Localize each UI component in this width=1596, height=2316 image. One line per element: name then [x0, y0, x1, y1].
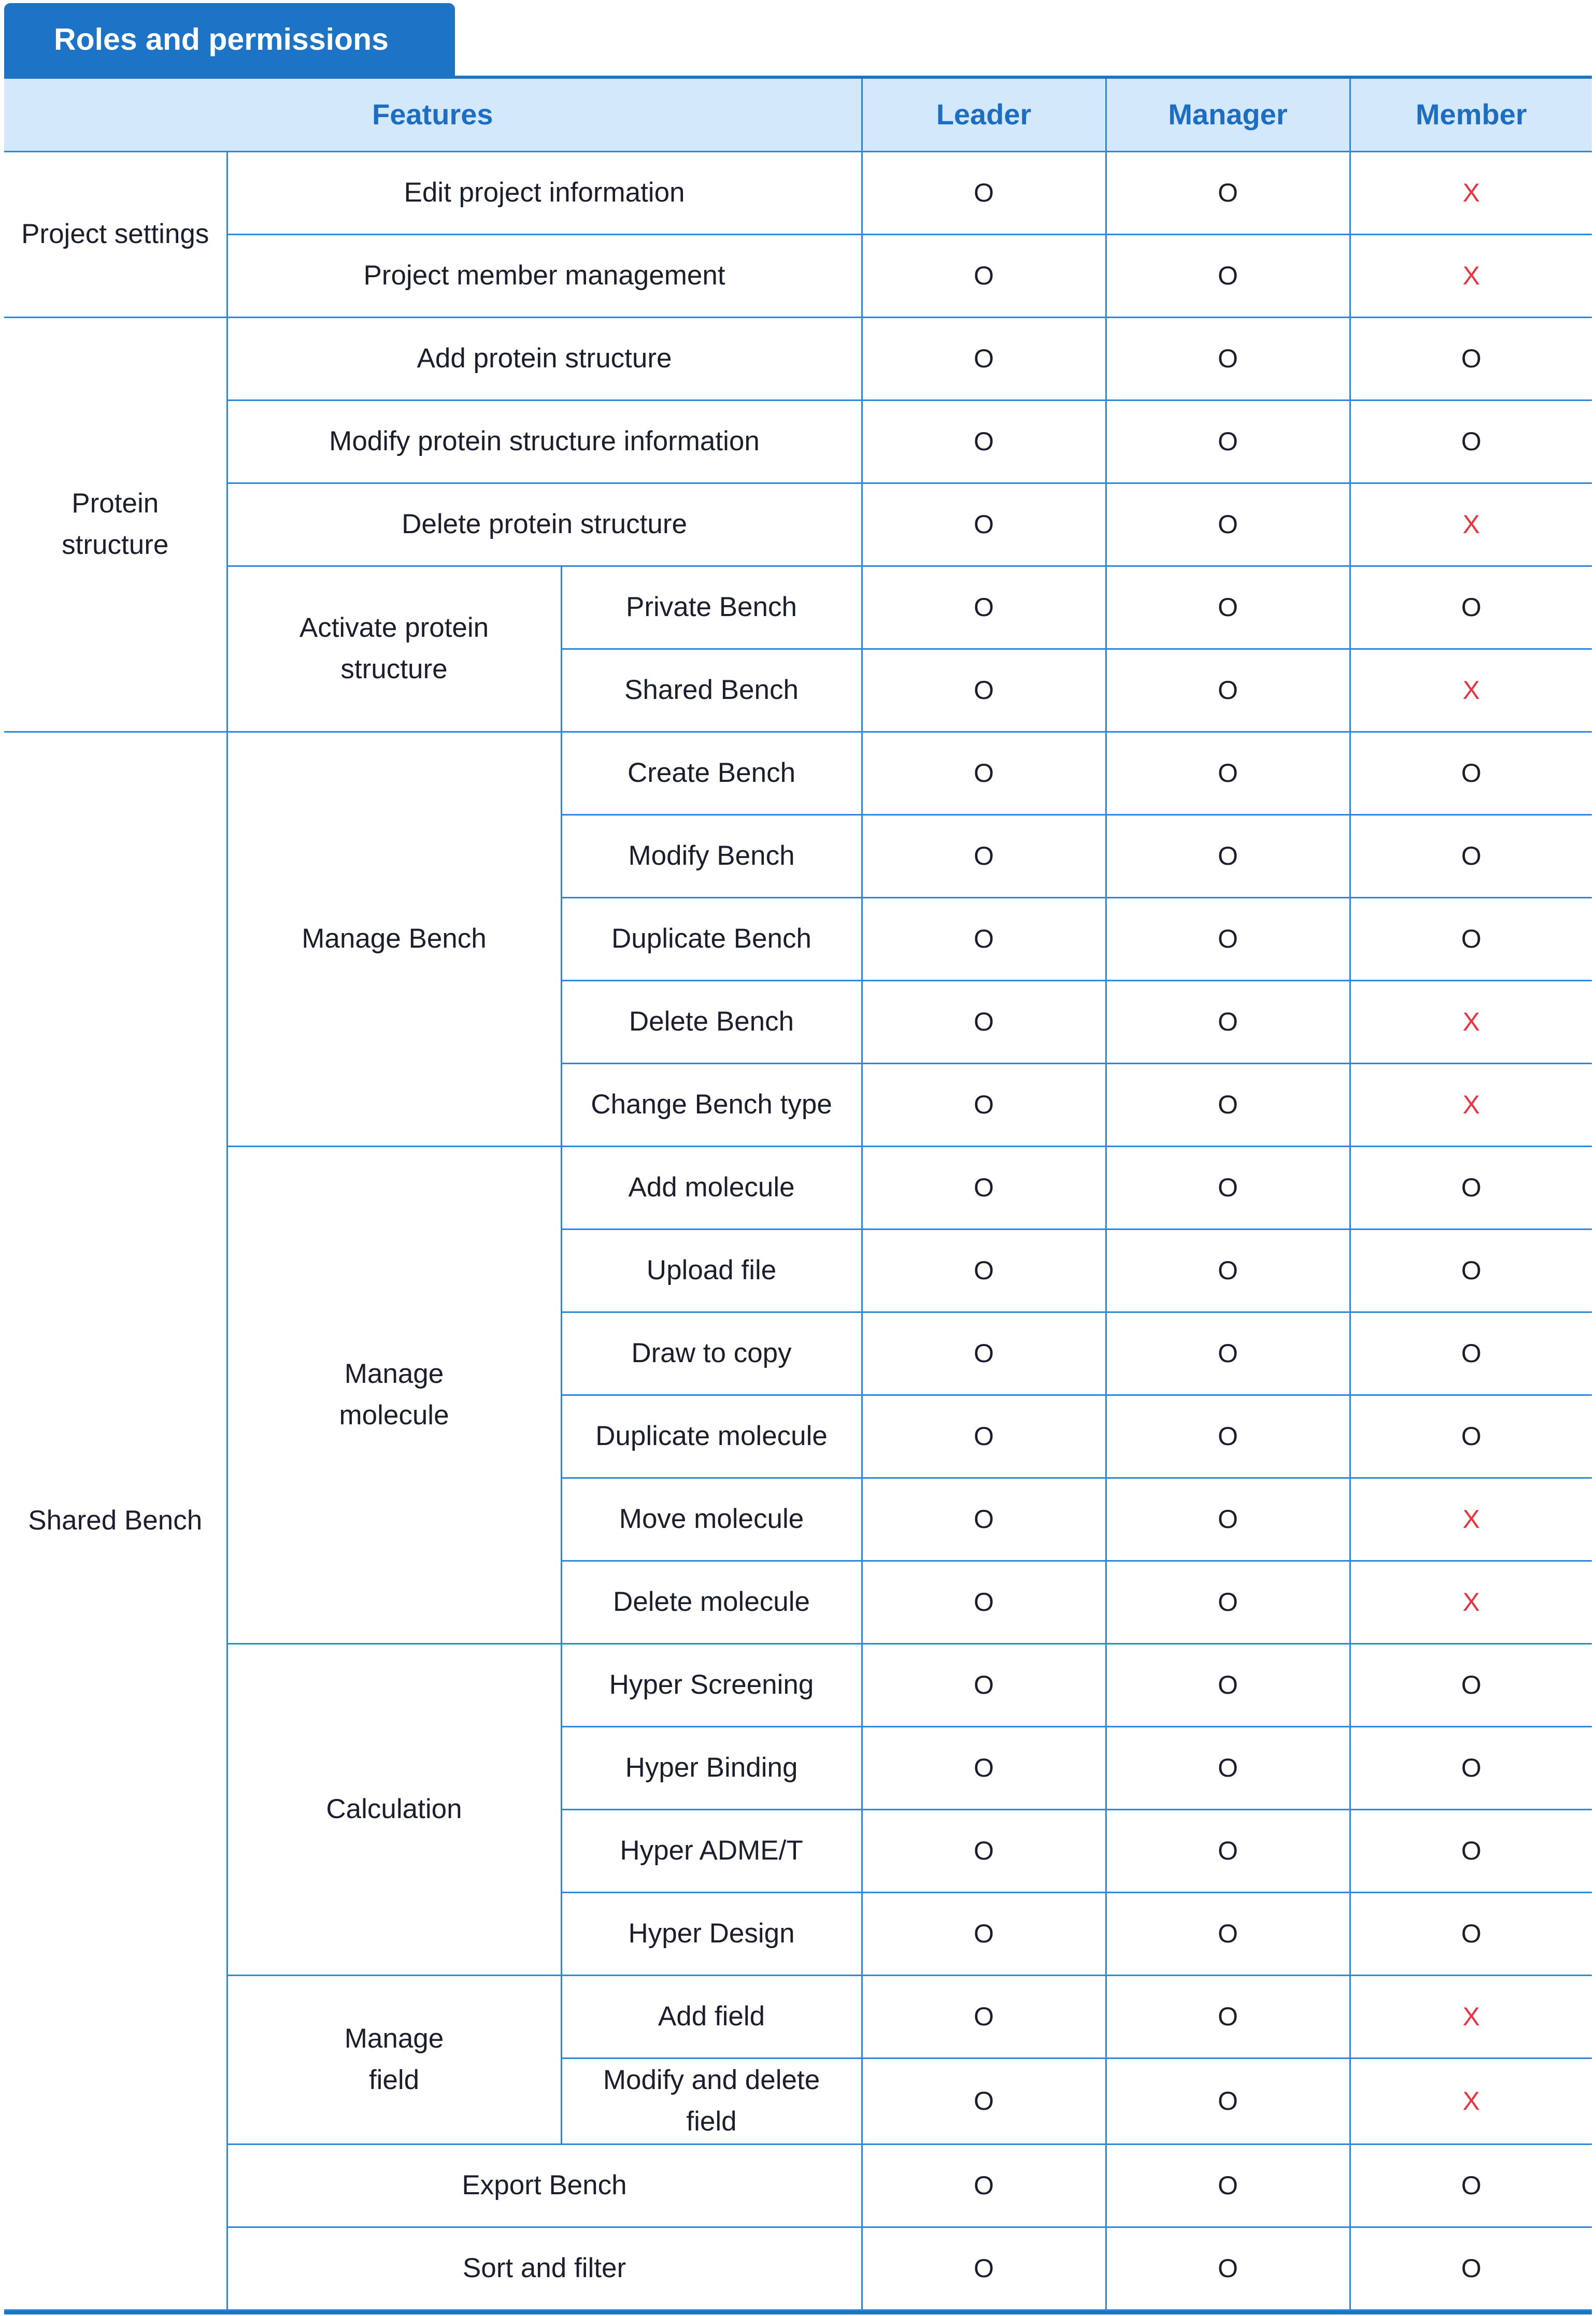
subgroup-calculation: Calculation — [227, 1643, 561, 1975]
feature-cell: Delete protein structure — [227, 483, 862, 566]
member-permission: X — [1350, 649, 1592, 732]
manager-permission: O — [1106, 732, 1350, 814]
feature-cell: Hyper ADME/T — [561, 1809, 862, 1892]
leader-permission: O — [862, 2227, 1106, 2310]
member-permission: X — [1350, 483, 1592, 566]
manager-permission: O — [1106, 1478, 1350, 1561]
member-permission: X — [1350, 980, 1592, 1063]
manager-permission: O — [1106, 1892, 1350, 1975]
feature-cell: Hyper Binding — [561, 1726, 862, 1809]
manager-permission: O — [1106, 649, 1350, 732]
feature-cell: Draw to copy — [561, 1312, 862, 1395]
leader-permission: O — [862, 151, 1106, 234]
manager-permission: O — [1106, 1312, 1350, 1395]
table-row — [4, 483, 1592, 566]
feature-cell: Hyper Screening — [561, 1643, 862, 1726]
leader-permission: O — [862, 732, 1106, 814]
leader-permission: O — [862, 1643, 1106, 1726]
manager-permission: O — [1106, 2144, 1350, 2227]
feature-cell: Hyper Design — [561, 1892, 862, 1975]
member-permission: X — [1350, 234, 1592, 317]
manager-permission: O — [1106, 814, 1350, 897]
manager-permission: O — [1106, 980, 1350, 1063]
features-header: Features — [4, 79, 862, 151]
manager-permission: O — [1106, 2227, 1350, 2310]
feature-cell: Duplicate molecule — [561, 1395, 862, 1478]
member-permission: O — [1350, 1312, 1592, 1395]
member-permission: O — [1350, 814, 1592, 897]
member-permission: O — [1350, 1643, 1592, 1726]
manager-permission: O — [1106, 234, 1350, 317]
manager-permission: O — [1106, 1395, 1350, 1478]
manager-permission: O — [1106, 566, 1350, 649]
leader-permission: O — [862, 649, 1106, 732]
leader-permission: O — [862, 566, 1106, 649]
feature-cell: Private Bench — [561, 566, 862, 649]
feature-cell: Delete molecule — [561, 1561, 862, 1643]
leader-permission: O — [862, 897, 1106, 980]
table-row — [4, 317, 1592, 400]
manager-permission: O — [1106, 2058, 1350, 2144]
feature-cell: Modify Bench — [561, 814, 862, 897]
feature-cell: Duplicate Bench — [561, 897, 862, 980]
group-shared-bench: Shared Bench — [4, 732, 227, 2310]
leader-permission: O — [862, 483, 1106, 566]
subgroup-manage-molecule: Manage molecule — [227, 1146, 561, 1643]
table-row — [4, 566, 1592, 649]
feature-cell: Change Bench type — [561, 1063, 862, 1146]
manager-permission: O — [1106, 1643, 1350, 1726]
feature-cell: Move molecule — [561, 1478, 862, 1561]
member-permission: X — [1350, 1561, 1592, 1643]
member-permission: O — [1350, 1146, 1592, 1229]
member-permission: O — [1350, 317, 1592, 400]
leader-permission: O — [862, 317, 1106, 400]
member-header: Member — [1350, 79, 1592, 151]
member-permission: O — [1350, 1229, 1592, 1312]
table-header-row — [4, 79, 1592, 151]
leader-permission: O — [862, 1892, 1106, 1975]
feature-cell: Add protein structure — [227, 317, 862, 400]
table-row — [4, 234, 1592, 317]
leader-permission: O — [862, 814, 1106, 897]
manager-permission: O — [1106, 400, 1350, 483]
feature-cell: Export Bench — [227, 2144, 862, 2227]
table-row — [4, 1146, 1592, 1229]
feature-cell: Add molecule — [561, 1146, 862, 1229]
feature-cell: Delete Bench — [561, 980, 862, 1063]
manager-permission: O — [1106, 1809, 1350, 1892]
member-permission: X — [1350, 2058, 1592, 2144]
feature-cell: Add field — [561, 1975, 862, 2058]
feature-cell: Edit project information — [227, 151, 862, 234]
leader-permission: O — [862, 1975, 1106, 2058]
manager-permission: O — [1106, 1975, 1350, 2058]
leader-permission: O — [862, 2144, 1106, 2227]
manager-permission: O — [1106, 1146, 1350, 1229]
permissions-table — [4, 79, 1592, 2311]
member-permission: O — [1350, 400, 1592, 483]
table-row — [4, 732, 1592, 814]
member-permission: O — [1350, 566, 1592, 649]
table-row — [4, 2144, 1592, 2227]
member-permission: O — [1350, 2227, 1592, 2310]
member-permission: X — [1350, 1063, 1592, 1146]
subgroup-manage-bench: Manage Bench — [227, 732, 561, 1146]
table-row — [4, 1643, 1592, 1726]
leader-permission: O — [862, 1809, 1106, 1892]
table-bottom-border — [4, 2311, 1592, 2314]
feature-cell: Shared Bench — [561, 649, 862, 732]
manager-permission: O — [1106, 1561, 1350, 1643]
member-permission: O — [1350, 1809, 1592, 1892]
leader-permission: O — [862, 400, 1106, 483]
subgroup-activate-protein-structure: Activate protein structure — [227, 566, 561, 732]
table-row — [4, 400, 1592, 483]
manager-permission: O — [1106, 317, 1350, 400]
feature-cell: Upload file — [561, 1229, 862, 1312]
leader-permission: O — [862, 1229, 1106, 1312]
leader-permission: O — [862, 1063, 1106, 1146]
member-permission: X — [1350, 1975, 1592, 2058]
manager-permission: O — [1106, 1229, 1350, 1312]
table-row — [4, 2227, 1592, 2310]
manager-header: Manager — [1106, 79, 1350, 151]
manager-permission: O — [1106, 1726, 1350, 1809]
leader-permission: O — [862, 980, 1106, 1063]
manager-permission: O — [1106, 151, 1350, 234]
member-permission: O — [1350, 1726, 1592, 1809]
member-permission: O — [1350, 1892, 1592, 1975]
leader-permission: O — [862, 1146, 1106, 1229]
tab-label: Roles and permissions — [54, 22, 389, 56]
member-permission: X — [1350, 1478, 1592, 1561]
manager-permission: O — [1106, 483, 1350, 566]
manager-permission: O — [1106, 1063, 1350, 1146]
table-row — [4, 1975, 1592, 2058]
leader-permission: O — [862, 1395, 1106, 1478]
member-permission: O — [1350, 732, 1592, 814]
leader-permission: O — [862, 2058, 1106, 2144]
member-permission: O — [1350, 897, 1592, 980]
feature-cell: Project member management — [227, 234, 862, 317]
leader-permission: O — [862, 234, 1106, 317]
member-permission: X — [1350, 151, 1592, 234]
leader-permission: O — [862, 1312, 1106, 1395]
feature-cell: Create Bench — [561, 732, 862, 814]
member-permission: O — [1350, 2144, 1592, 2227]
feature-cell: Modify protein structure information — [227, 400, 862, 483]
table-row — [4, 151, 1592, 234]
leader-permission: O — [862, 1561, 1106, 1643]
group-protein-structure: Protein structure — [4, 317, 227, 732]
member-permission: O — [1350, 1395, 1592, 1478]
feature-cell: Modify and delete field — [561, 2058, 862, 2144]
subgroup-manage-field: Manage field — [227, 1975, 561, 2144]
feature-cell: Sort and filter — [227, 2227, 862, 2310]
leader-header: Leader — [862, 79, 1106, 151]
leader-permission: O — [862, 1726, 1106, 1809]
leader-permission: O — [862, 1478, 1106, 1561]
group-project-settings: Project settings — [4, 151, 227, 317]
roles-permissions-tab[interactable] — [4, 3, 455, 76]
manager-permission: O — [1106, 897, 1350, 980]
